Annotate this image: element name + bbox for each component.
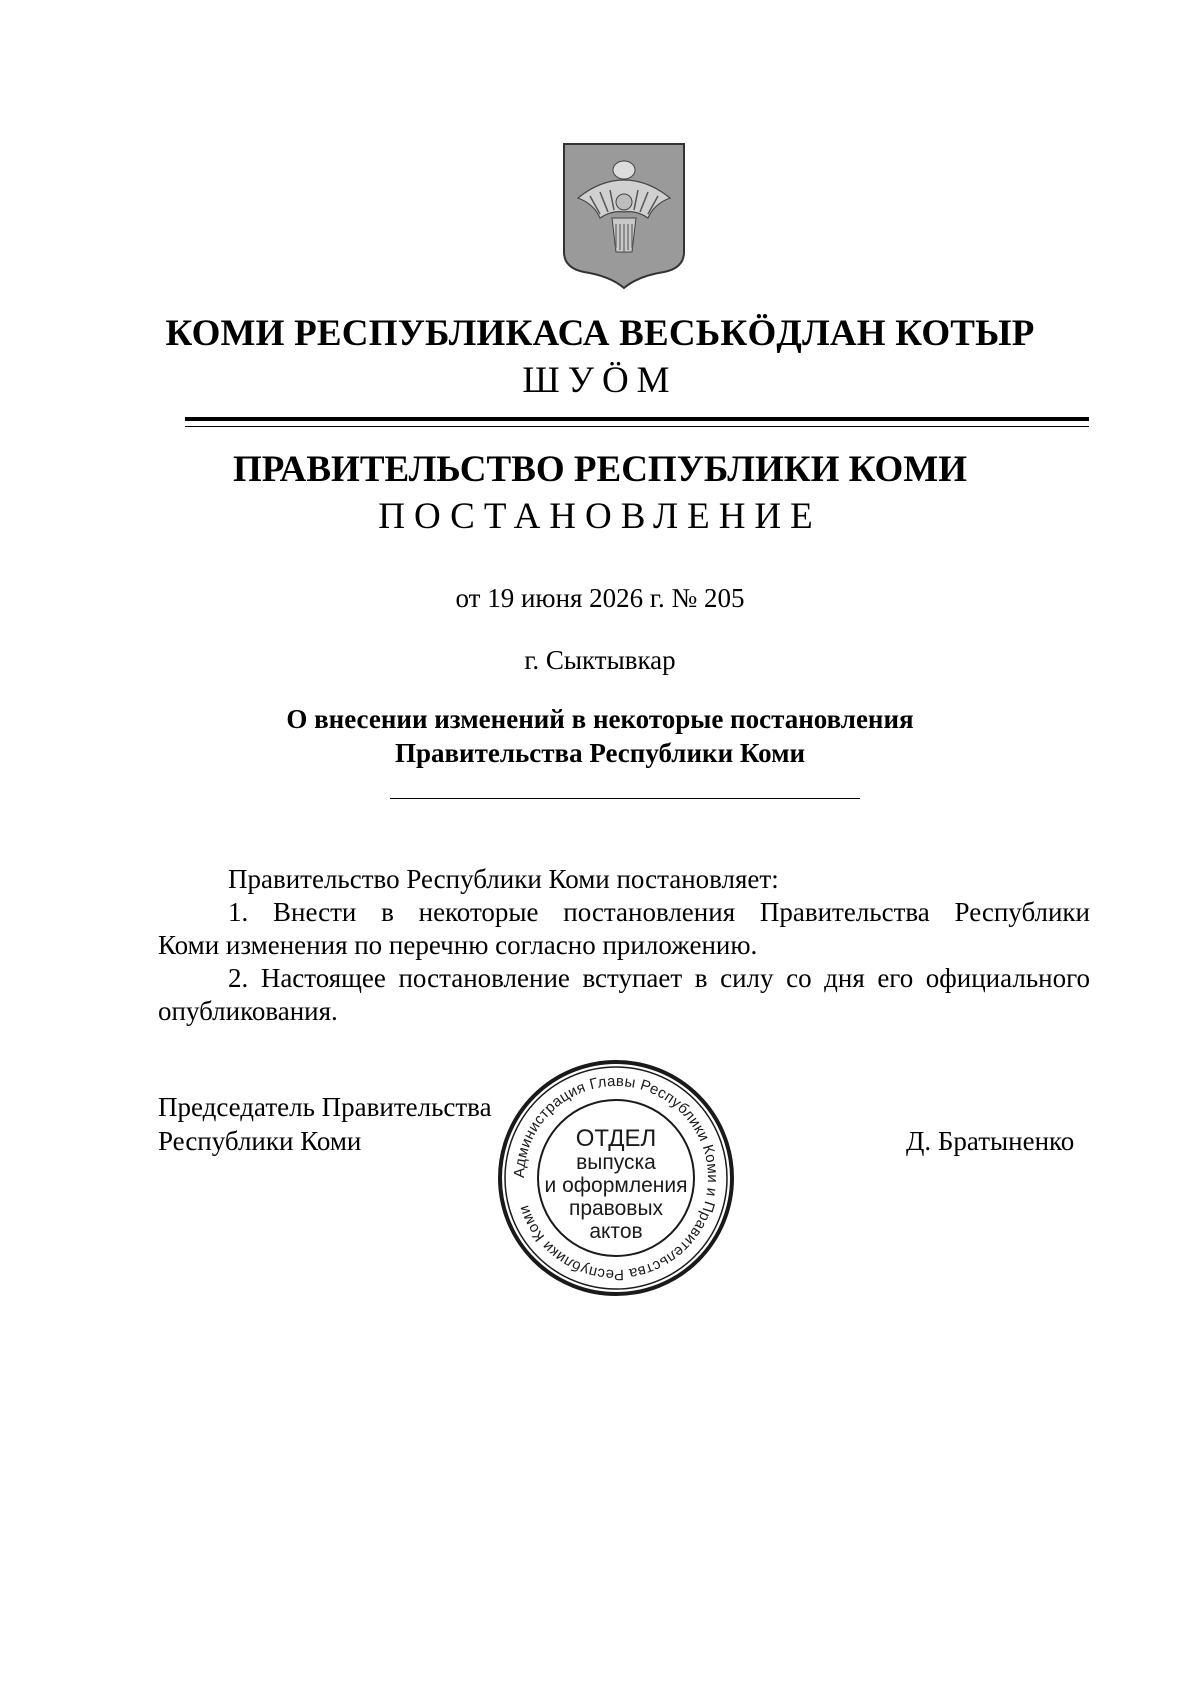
body-intro: Правительство Республики Коми постановляет: — [228, 864, 779, 894]
stamp-line-2: выпуска — [576, 1151, 656, 1174]
subject-line-2: Правительства Республики Коми — [394, 738, 806, 768]
body-item-1-line-1 — [158, 896, 1090, 928]
official-stamp — [494, 1056, 738, 1300]
stamp-ring-text: Администрация Главы Республики Коми и Правительства Республики Коми — [510, 1072, 722, 1284]
body-item-2-text: 2. Настоящее постановление вступает в силу со дня его официального — [228, 963, 1090, 993]
document-date-number: от 19 июня 2026 г. № 205 — [455, 583, 745, 613]
subject-line-1: О внесении изменений в некоторые постановления — [286, 704, 914, 734]
body-item-1-line-2: Коми изменения по перечню согласно приложению. — [158, 930, 758, 960]
signatory-title-line-2: Республики Коми — [158, 1126, 362, 1156]
stamp-line-5: актов — [589, 1220, 643, 1243]
document-city: г. Сыктывкар — [524, 645, 676, 675]
signatory-title-line-1: Председатель Правительства — [158, 1092, 492, 1122]
stamp-line-3: и оформления — [544, 1174, 688, 1197]
komi-title: КОМИ РЕСПУБЛИКАСА ВЕСЬКӦДЛАН КОТЫР — [165, 313, 1035, 354]
body-item-1-text: 1. Внести в некоторые постановления Правительства Республики — [228, 897, 1090, 927]
stamp-line-4: правовых — [568, 1197, 664, 1220]
government-title: ПРАВИТЕЛЬСТВО РЕСПУБЛИКИ КОМИ — [233, 449, 967, 490]
coat-of-arms-icon — [560, 140, 688, 290]
signatory-name: Д. Братыненко — [906, 1126, 1075, 1156]
subject-underline — [390, 798, 860, 799]
document-type: ПОСТАНОВЛЕНИЕ — [378, 496, 822, 537]
komi-subtitle: ШУӦМ — [522, 360, 678, 401]
body-item-2-line-1 — [158, 962, 1090, 994]
header-divider-thin — [185, 426, 1089, 427]
stamp-line-1: ОТДЕЛ — [575, 1125, 657, 1152]
body-item-2-line-2: опубликования. — [158, 996, 338, 1026]
header-divider-thick — [185, 417, 1089, 421]
